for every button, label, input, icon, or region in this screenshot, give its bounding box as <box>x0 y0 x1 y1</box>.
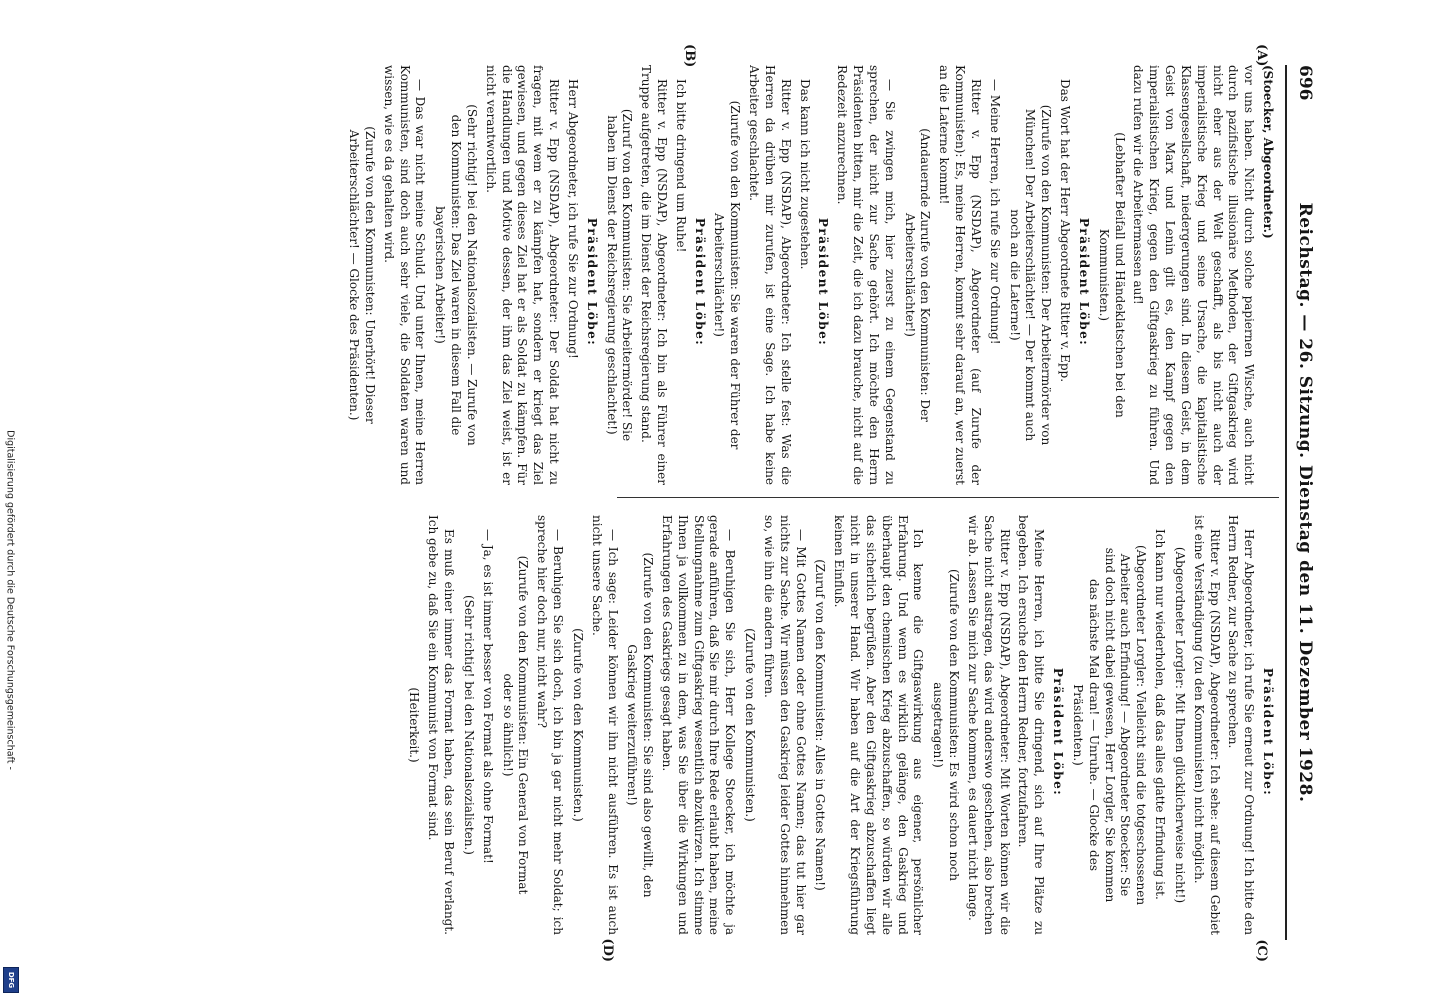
margin-marker-c: (C) <box>1254 939 1269 962</box>
interjection: (Zurufe von den Kommunisten: Der Arbeitermörder von München! Der Arbeiterschlächter! — Der kommt auch noch an die Laterne!) <box>1007 104 1054 446</box>
interjection: (Zurufe von den Kommunisten.) <box>743 628 758 822</box>
margin-marker-d: (D) <box>600 938 615 962</box>
document-page <box>97 20 1337 980</box>
interjection: (Heiterkeit.) <box>407 687 422 763</box>
interjection: (Abgeordneter Lorgler: Mit Ihnen glücklicherweise nicht!) <box>1172 546 1187 904</box>
interjection: (Sehr richtig! bei den Nationalsozialisten.) <box>461 595 476 855</box>
president-heading: Präsident Löbe: <box>816 217 831 347</box>
paragraph: Ich kann nur wiederholen, daß das alles glatte Erfindung ist. <box>1153 529 1168 900</box>
interjection: (Zurufe von den Kommunisten.) <box>570 628 585 822</box>
interjection: (Abgeordneter Lorgler: Vielleicht sind die totgeschossenen Arbeiter auch Erfindung! — Abgeordneter Stoecker: Sie sind doch nicht dabei gewesen, Herr Lorgler, Sie kommen das nächste Mal dran! — Unruhe. — Glocke des Präsidenten.) <box>1070 544 1149 906</box>
president-heading: Präsident Löbe: <box>584 217 599 347</box>
paragraph: — Ja, es ist immer besser von Format als ohne Format! <box>480 529 495 864</box>
interjection: (Zurufe von den Kommunisten: Es wird schon noch ausgetragen!) <box>931 569 962 881</box>
interjection: (Lebhafter Beifall und Händeklatschen bei den Kommunisten.) <box>1096 132 1127 418</box>
paragraph: Ritter v. Epp (NSDAP), Abgeordneter: Der Soldat hat nicht zu fragen, mit wem er zu kämpfen hat, sondern er kriegt das Ziel gewiesen, und gegen dieses Ziel hat er als Soldat zu kämpfen. Für die Handlungen und Motive dessen, der ihm das Ziel weist, ist er nicht verantwortlich. <box>483 65 562 485</box>
paragraph: Ich bitte dringend um Ruhe! <box>673 79 688 253</box>
right-column <box>117 515 1275 935</box>
paragraph: Herr Abgeordneter, ich rufe Sie erneut zur Ordnung! Ich bitte den Herrn Redner, zur Sache zu sprechen. <box>1226 515 1257 935</box>
dfg-logo-text: DFG <box>7 971 15 989</box>
paragraph: — Mit Gottes Namen oder ohne Gottes Namen; das tut hier gar nichts zur Sache. Wir müssen den Gaskrieg leider Gottes hinnehmen so, wie ihn die andern führen. <box>761 515 808 935</box>
page-header <box>1285 65 1317 940</box>
paragraph: — Ich sage: Leider können wir ihn nicht ausführen. Es ist auch nicht unsere Sache. <box>589 515 620 935</box>
interjection: (Zuruf von den Kommunisten: Sie Arbeitermörder! Sie haben im Dienst der Reichsregierung geschlachtet!) <box>604 108 635 442</box>
paragraph: Meine Herren, ich bitte Sie dringend, sich auf Ihre Plätze zu begeben. Ich ersuche den Herrn Redner, fortzufahren. <box>1016 515 1047 935</box>
paragraph: Es muß einer immer das Format haben, das sein Beruf verlangt. Ich gebe zu, daß Sie ein Kommunist von Format sind. <box>426 515 457 935</box>
paragraph: Ritter v. Epp (NSDAP), Abgeordneter: Mit Worten können wir die Sache nicht austragen, das wird anderswo geschehen, also brechen wir ab. Lassen Sie mich zur Sache kommen, es dauert nicht lange. <box>965 515 1012 935</box>
paragraph: Ritter v. Epp (NSDAP), Abgeordneter: Ich sehe: auf diesem Gebiet ist eine Verständigung (zu den Kommunisten) nicht möglich. <box>1191 515 1222 935</box>
page-number: 696 <box>1295 65 1315 101</box>
paragraph: — Beruhigen Sie sich doch, ich bin ja gar nicht mehr Soldat; ich spreche hier doch nur, nicht wahr? <box>535 515 566 935</box>
paragraph: Ritter v. Epp (NSDAP), Abgeordneter: Ich bin als Führer einer Truppe aufgetreten, die im Dienst der Reichsregierung stand. <box>639 65 670 485</box>
paragraph: — Beruhigen Sie sich, Herr Kollege Stoecker, ich möchte ja gerade anführen, daß Sie mir durch Ihre Rede erlaubt haben, meine Stellungnahme zum Giftgaskrieg wesentlich abzukürzen. Ich stimme Ihnen ja vollkommen zu in dem, was Sie über die Wirkungen und Erfahrungen des Gaskriegs gesagt haben. <box>660 515 738 935</box>
sidebar <box>2 0 18 1000</box>
interjection: (Zuruf von den Kommunisten: Alles in Gottes Namen!) <box>813 559 828 891</box>
president-heading: Präsident Löbe: <box>692 217 707 347</box>
dfg-logo <box>3 967 19 993</box>
paragraph: Herr Abgeordneter, ich rufe Sie zur Ordnung! <box>565 79 580 359</box>
paragraph: Ritter v. Epp (NSDAP), Abgeordneter: Ich stelle fest: Was die Herren da drüben mir zurufen, ist eine Sage. Ich habe keine Arbeiter geschlachtet. <box>747 65 793 485</box>
page-title: Reichstag. — 26. Sitzung. Dienstag den 11. Dezember 1928. <box>1295 202 1315 803</box>
interjection: (Zurufe von den Kommunisten: Sie waren der Führer der Arbeiterschlächter!) <box>712 100 743 450</box>
column-divider <box>617 497 1279 498</box>
paragraph: Ritter v. Epp (NSDAP), Abgeordneter (auf Zurufe der Kommunisten): Es, meine Herren, kommt sehr darauf an, wer zuerst an die Laterne kommt! <box>937 65 983 485</box>
paragraph: — Meine Herren, ich rufe Sie zur Ordnung! <box>987 79 1002 345</box>
president-heading: Präsident Löbe: <box>1076 217 1091 347</box>
president-heading: Präsident Löbe: <box>1261 667 1275 797</box>
funding-note: Digitalisierung gefördert durch die Deutsche Forschungsgemeinschaft - <box>4 430 16 770</box>
speaker-note: (Stoecker, Abgeordneter.) <box>1261 65 1275 239</box>
left-column <box>117 65 1275 485</box>
paragraph: Das kann ich nicht zugestehen. <box>797 79 812 270</box>
interjection: (Zurufe von den Kommunisten: Unerhört! Dieser Arbeiterschlächter! — Glocke des Präsidenten.) <box>347 126 377 424</box>
interjection: (Zurufe von den Kommunisten: Sie sind also gewillt, den Gaskrieg weiterzuführen!) <box>625 552 656 898</box>
president-heading: Präsident Löbe: <box>1051 667 1066 797</box>
paragraph: Ich kenne die Giftgaswirkung aus eigener, persönlicher Erfahrung. Und wenn es wirklich gelänge, den Gaskrieg und überhaupt den chemischen Krieg abzuschaffen, so würden wir alle das sicherlich begrüßen. Aber den Giftgaskrieg abzuschaffen liegt nicht in unserer Hand. Wir haben auf die Art der Kriegsführung keinen Einfluß. <box>832 515 926 935</box>
paragraph: vor uns haben. Nicht durch solche papiernen Wische, auch nicht durch pazifistische illusionäre Methoden, der Giftgaskrieg wird nicht eher aus der Welt geschafft, als bis nicht auch der imperialistische Krieg und seine Ursache, die kapitalistische Klassengesellschaft, niedergerungen sind. In diesem Geist, in dem Geist von Marx und Lenin gilt es, den Kampf gegen den imperialistischen Krieg, gegen den Giftgaskrieg zu führen. Und dazu rufen wir die Arbeitermassen auf! <box>1131 65 1257 485</box>
interjection: (Andauernde Zurufe von den Kommunisten: Der Arbeiterschlächter!) <box>902 128 933 422</box>
margin-marker-a: (A) <box>1254 44 1269 67</box>
paragraph: Das Wort hat der Herr Abgeordnete Ritter v. Epp. <box>1058 79 1073 383</box>
margin-marker-b: (B) <box>682 44 697 68</box>
paragraph: — Das war nicht meine Schuld. Und unter Ihnen, meine Herren Kommunisten, sind doch auch sehr viele, die Soldaten waren und wissen, wie es da gehalten wird. <box>381 65 428 485</box>
interjection: (Zurufe von den Kommunisten: Ein General von Format oder so ähnlich!) <box>500 555 531 895</box>
paragraph: — Sie zwingen mich, hier zuerst zu einem Gegenstand zu sprechen, der nicht zur Sache gehört. Ich möchte den Herrn Präsidenten bitten, mir die Zeit, die ich dazu brauche, nicht auf die Redezeit anzurechnen. <box>835 65 897 485</box>
interjection: (Sehr richtig! bei den Nationalsozialisten. — Zurufe von den Kommunisten: Das Ziel waren in diesem Fall die bayerischen Arbeiter!) <box>433 104 479 446</box>
